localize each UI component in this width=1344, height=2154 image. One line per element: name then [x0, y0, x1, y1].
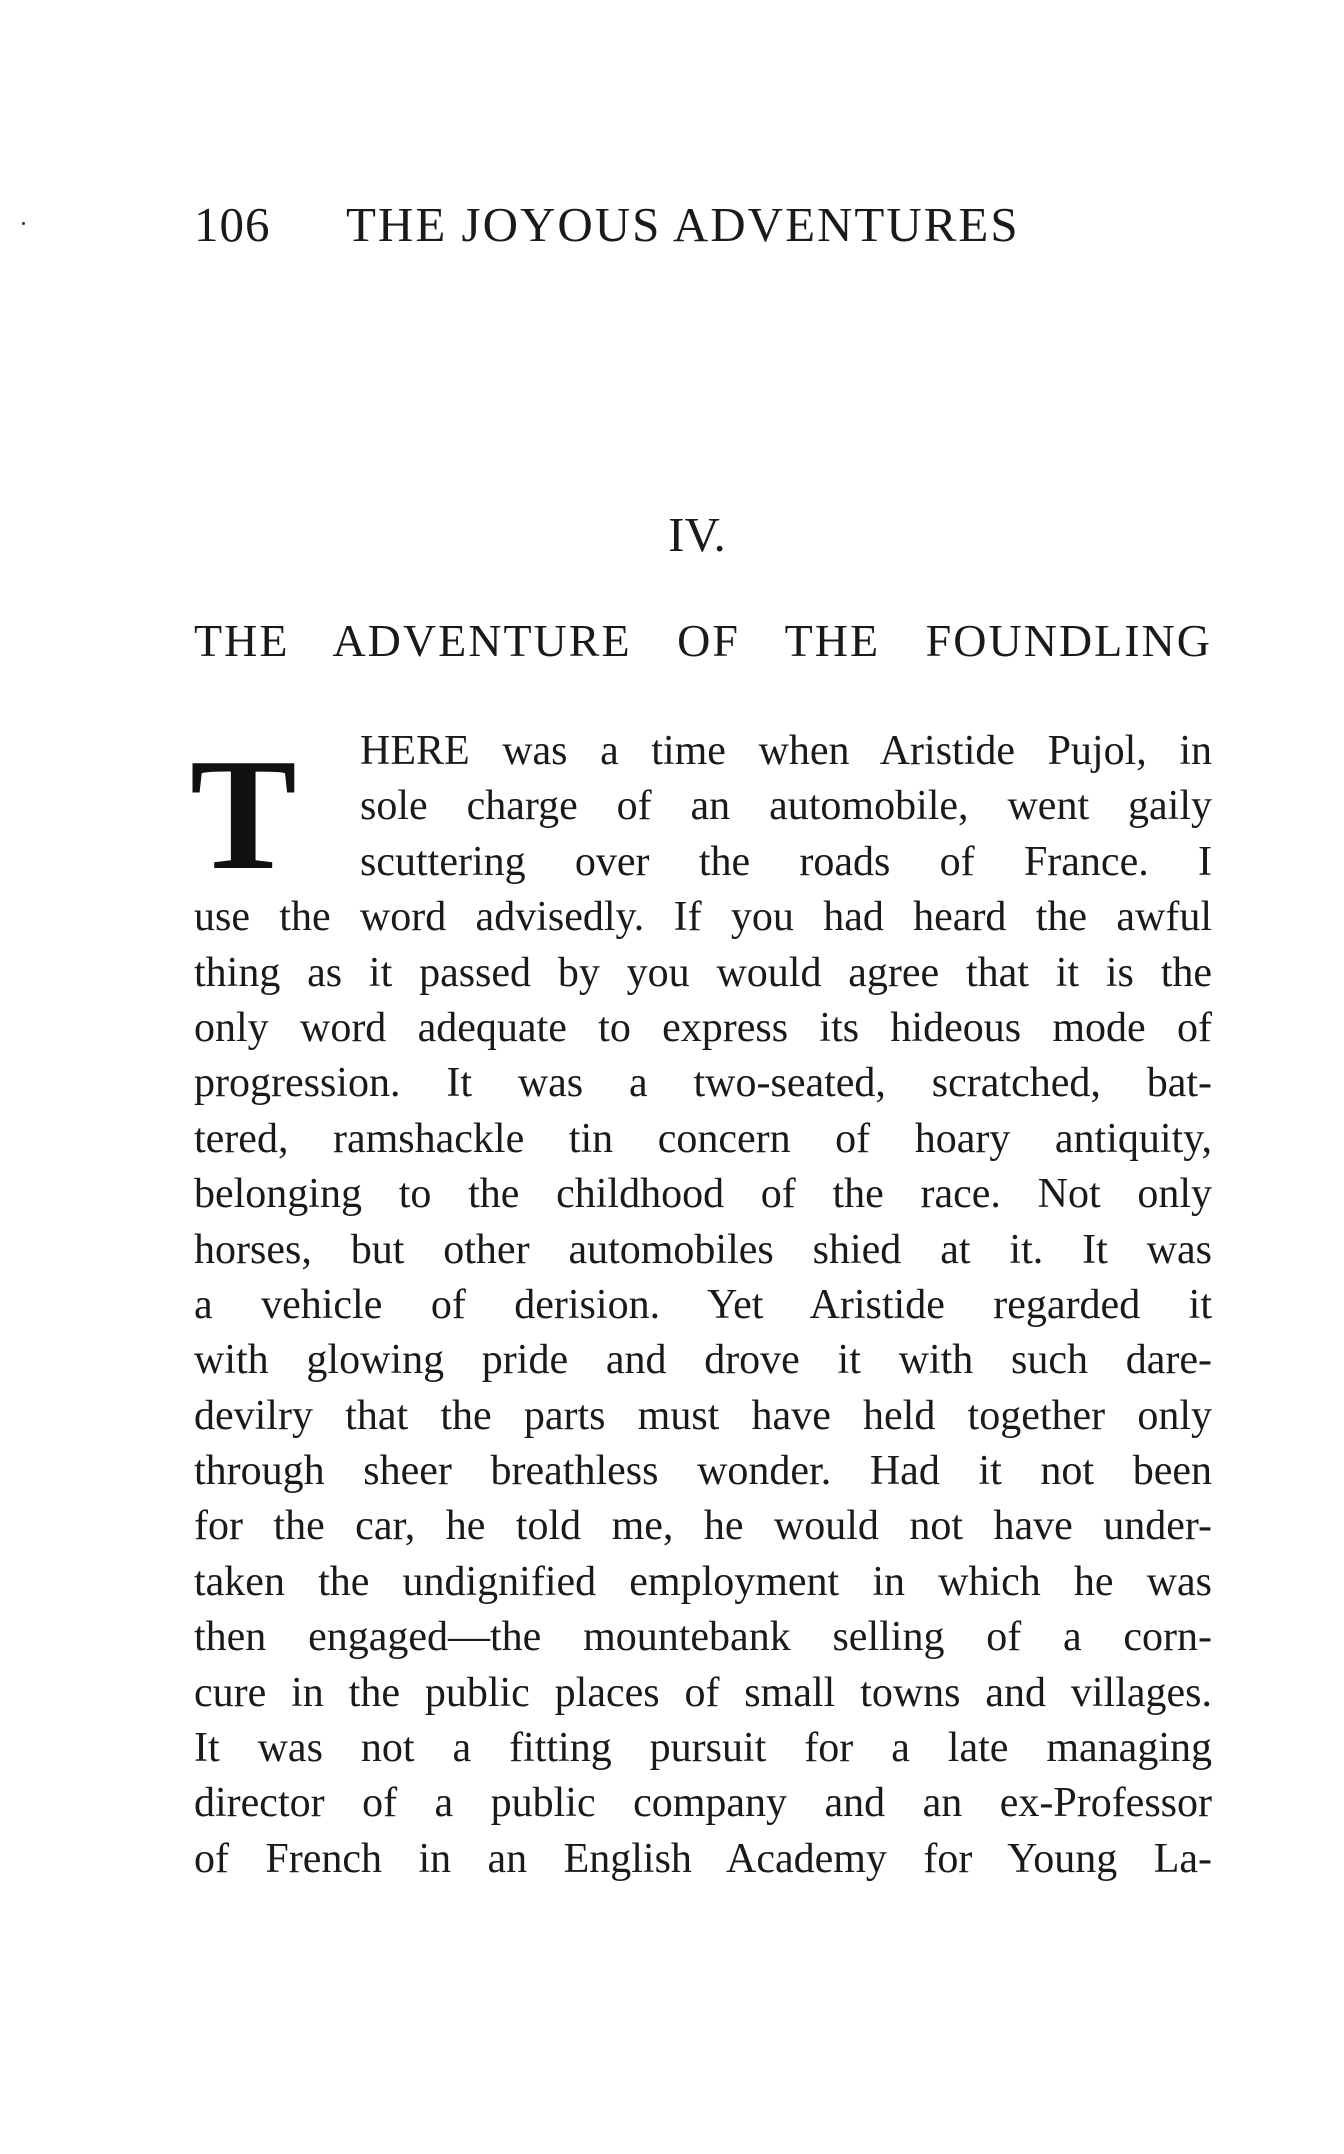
text-line: sole charge of an automobile, went gaily [360, 783, 1212, 830]
page-number: 106 [194, 197, 271, 252]
text-line: scuttering over the roads of France. I [360, 838, 1212, 885]
margin-speck [22, 222, 25, 225]
text-line: cure in the public places of small towns and villages. [194, 1669, 1212, 1716]
chapter-title: THE ADVENTURE OF THE FOUNDLING [194, 615, 1212, 666]
text-line: horses, but other automobiles shied at it. It was [194, 1226, 1212, 1273]
text-line: of French in an English Academy for Young La- [194, 1835, 1212, 1882]
drop-cap: T [190, 725, 297, 903]
text-line: then engaged—the mountebank selling of a corn- [194, 1614, 1212, 1661]
chapter-number: IV. [668, 507, 726, 562]
text-line: HERE was a time when Aristide Pujol, in [360, 728, 1212, 774]
text-line: progression. It was a two-seated, scratched, bat- [194, 1060, 1212, 1107]
text-line: with glowing pride and drove it with such dare- [194, 1337, 1212, 1384]
text-line: devilry that the parts must have held together only [194, 1392, 1212, 1439]
text-line: taken the undignified employment in which he was [194, 1558, 1212, 1605]
running-head [194, 196, 1214, 266]
text-line: It was not a fitting pursuit for a late managing [194, 1725, 1212, 1772]
text-line: for the car, he told me, he would not have under- [194, 1503, 1212, 1550]
text-line: belonging to the childhood of the race. Not only [194, 1171, 1212, 1218]
book-title: THE JOYOUS ADVENTURES [346, 197, 1020, 252]
text-line: a vehicle of derision. Yet Aristide regarded it [194, 1281, 1212, 1328]
body-text [190, 724, 1212, 1887]
text-line: director of a public company and an ex-Professor [194, 1780, 1212, 1827]
text-line: thing as it passed by you would agree that it is the [194, 949, 1212, 996]
text-line: tered, ramshackle tin concern of hoary antiquity, [194, 1115, 1212, 1162]
text-line: through sheer breathless wonder. Had it not been [194, 1448, 1212, 1495]
text-line: use the word advisedly. If you had heard the awful [194, 894, 1212, 941]
text-line: only word adequate to express its hideous mode of [194, 1004, 1212, 1051]
